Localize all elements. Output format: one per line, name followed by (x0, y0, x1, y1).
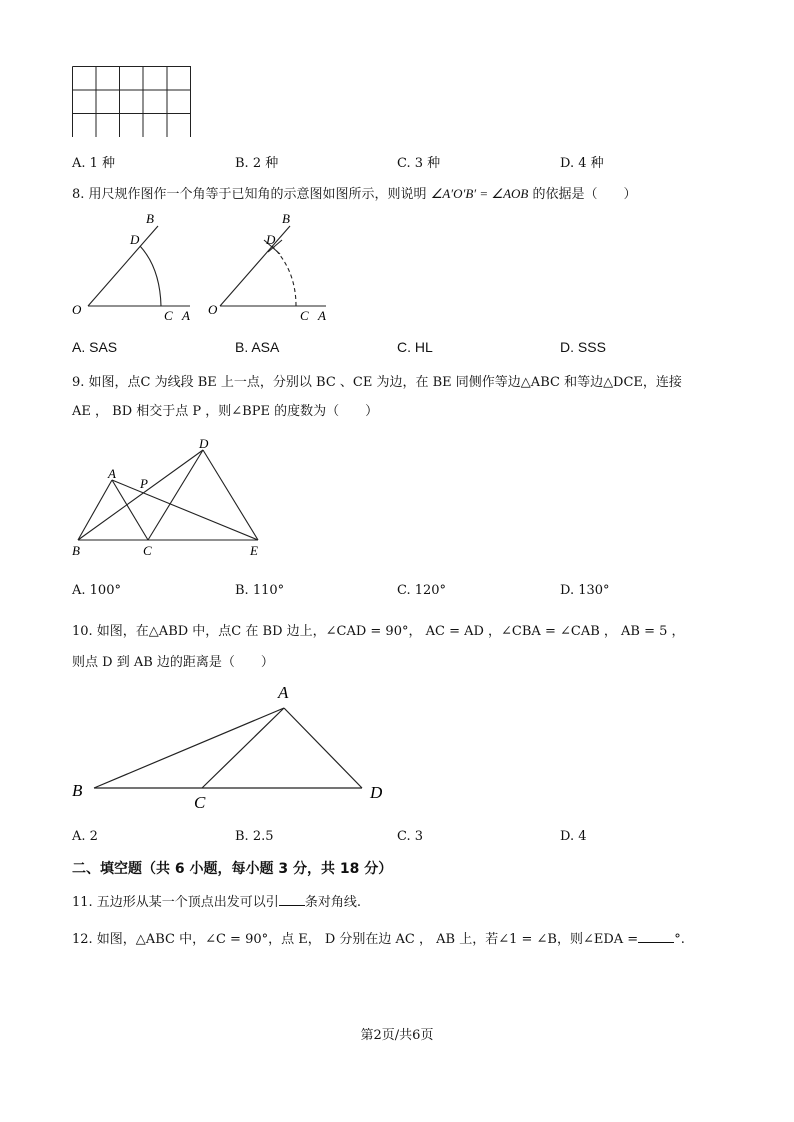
q11-text-before: 11. 五边形从某一个顶点出发可以引 (72, 895, 279, 910)
q8-option-c: C. HL (397, 339, 433, 355)
q7-option-a: A. 1 种 (72, 156, 116, 171)
q8-stem (72, 183, 637, 202)
q8-label-o-left: O (72, 302, 82, 317)
q8-option-d: D. SSS (560, 339, 606, 355)
q8-stem-prefix: 8. 用尺规作图作一个角等于已知角的示意图如图所示，则说明 (72, 187, 427, 202)
q9-option-c: C. 120° (397, 583, 447, 598)
q11-stem (72, 891, 361, 910)
q10-stem-line2: 则点 D 到 AB 边的距离是（ ） (72, 655, 274, 670)
q9-option-b: B. 110° (235, 583, 285, 598)
q11-blank[interactable] (279, 893, 305, 906)
q8-option-b: B. ASA (235, 339, 280, 355)
q10-option-d: D. 4 (560, 829, 587, 844)
q9-figure (68, 434, 278, 564)
q8-label-o-right: O (208, 302, 218, 317)
q8-stem-suffix: 的依据是（ ） (532, 187, 637, 202)
q10-label-a: A (278, 683, 289, 702)
q9-label-p: P (140, 476, 148, 491)
q8-figure (68, 210, 348, 328)
q8-label-a-right: A (318, 308, 326, 323)
q8-label-b-left: B (146, 211, 154, 226)
q8-label-a-left: A (182, 308, 190, 323)
q9-label-c: C (143, 543, 152, 558)
q9-label-e: E (250, 543, 258, 558)
q12-text-after: °. (674, 932, 685, 947)
q8-option-a: A. SAS (72, 339, 118, 355)
q9-stem-line2: AE ， BD 相交于点 P ，则∠BPE 的度数为（ ） (72, 404, 379, 419)
q9-stem-line1: 9. 如图，点C 为线段 BE 上一点，分别以 BC 、CE 为边，在 BE 同侧作等边△ABC 和等边△DCE，连接 (72, 375, 682, 390)
q8-label-c-right: C (300, 308, 309, 323)
q12-text-before: 12. 如图，△ABC 中，∠C = 90°，点 E， D 分别在边 AC ， AB 上，若∠1 = ∠B，则∠EDA = (72, 932, 639, 947)
q12-blank[interactable] (638, 930, 674, 943)
q10-option-c: C. 3 (397, 829, 424, 844)
q10-figure (66, 678, 396, 812)
q8-label-d-left: D (130, 232, 140, 247)
q10-label-c: C (194, 793, 206, 812)
q10-stem-line1: 10. 如图，在△ABD 中，点C 在 BD 边上，∠CAD = 90°， AC = AD ，∠CBA = ∠CAB ， AB = 5 ， (72, 624, 685, 639)
q9-option-a: A. 100° (72, 583, 121, 598)
q7-grid-figure (72, 66, 192, 138)
q10-option-b: B. 2.5 (235, 829, 274, 844)
q8-label-c-left: C (164, 308, 173, 323)
q9-label-b: B (72, 543, 80, 558)
q9-label-a: A (108, 466, 116, 481)
q11-text-after: 条对角线. (304, 895, 361, 910)
q12-stem (72, 928, 685, 947)
q7-option-c: C. 3 种 (397, 156, 441, 171)
q8-label-b-right: B (282, 211, 290, 226)
q7-option-b: B. 2 种 (235, 156, 279, 171)
q10-label-b: B (72, 781, 83, 800)
section-fill-blank-title: 二、填空题（共 6 小题，每小题 3 分，共 18 分） (72, 861, 393, 877)
page-footer: 第2页/共6页 (360, 1028, 434, 1043)
q8-label-d-right: D (266, 232, 276, 247)
q10-option-a: A. 2 (72, 829, 98, 844)
q10-label-d: D (370, 783, 383, 802)
q8-stem-math: ∠A′O′B′ = ∠AOB (430, 186, 529, 201)
q9-option-d: D. 130° (560, 583, 610, 598)
q7-option-d: D. 4 种 (560, 156, 604, 171)
q9-label-d: D (199, 436, 209, 451)
